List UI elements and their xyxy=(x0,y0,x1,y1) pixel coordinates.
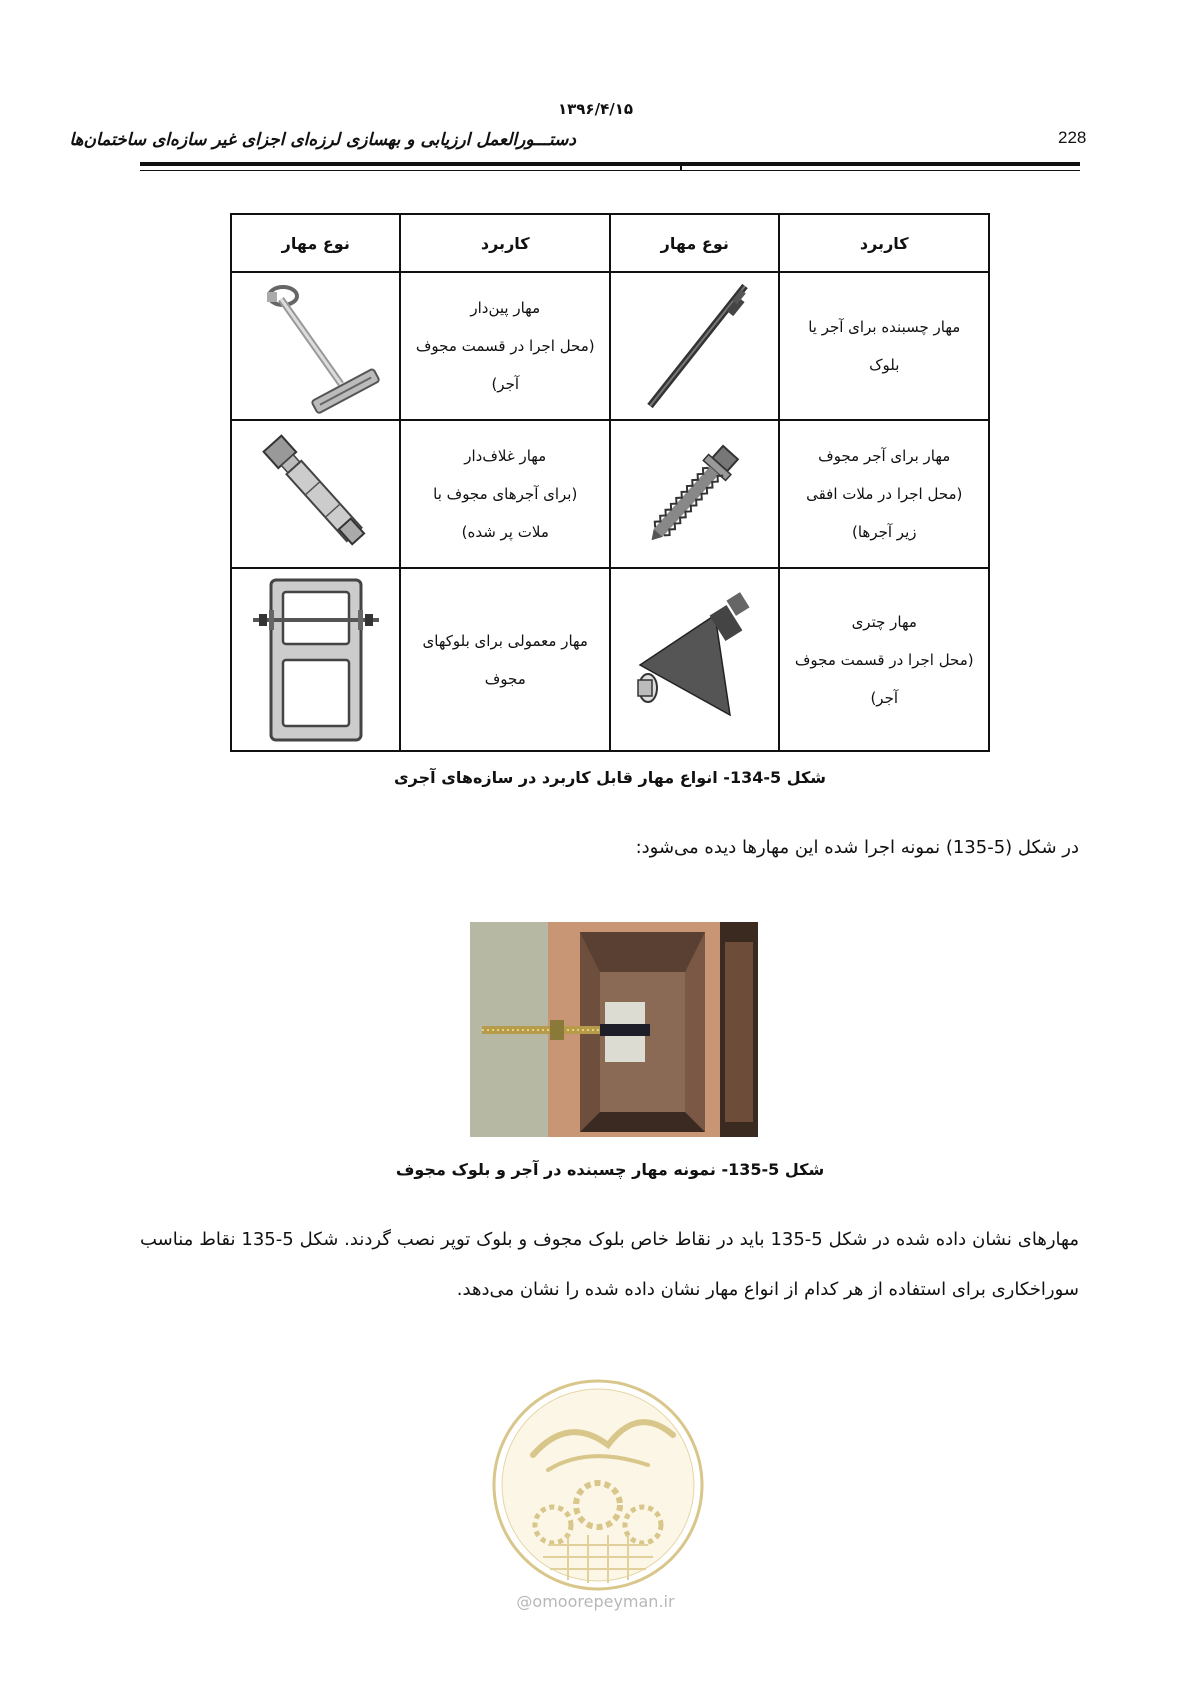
usage-cell xyxy=(400,420,610,568)
toggle-bolt-icon xyxy=(231,272,400,420)
page-number: 228 xyxy=(1058,128,1087,147)
table-row xyxy=(231,272,989,420)
watermark-seal-logo xyxy=(488,1375,708,1595)
intro-paragraph: در شکل (5-135) نمونه اجرا شده این مهارها دیده می‌شود: xyxy=(635,837,1079,858)
header-anchor-type-left: نوع مهار xyxy=(231,214,400,272)
usage-line: مهار چتری xyxy=(851,612,917,631)
header-rule-tick xyxy=(680,162,682,171)
table-header-row xyxy=(231,214,989,272)
sleeve-anchor-icon xyxy=(231,420,400,568)
header-rule xyxy=(140,162,1080,166)
document-date: ۱۳۹۶/۴/۱۵ xyxy=(557,100,634,118)
figure-caption-134: شکل 5-134- انواع مهار قابل کاربرد در سازه‌های آجری xyxy=(393,768,827,787)
watermark-website: @omoorepeyman.ir xyxy=(516,1592,675,1611)
usage-line: (محل اجرا در قسمت مجوف xyxy=(415,337,595,355)
usage-cell xyxy=(779,272,989,420)
body-paragraph: مهارهای نشان داده شده در شکل 5-135 باید در نقاط خاص بلوک مجوف و بلوک توپر نصب گردند. شکل 5-135 نقاط مناسب سوراخکاری برای استفاده از هر کدام از انواع مهار نشان داده شده را نشان می‌دهد. xyxy=(140,1229,1079,1300)
usage-cell xyxy=(779,420,989,568)
usage-line: آجر) xyxy=(491,375,520,393)
hollow-block-anchor-icon xyxy=(231,568,400,751)
usage-line: آجر) xyxy=(870,688,899,707)
usage-line: مهار برای آجر مجوف xyxy=(818,447,951,465)
header-anchor-type-right: نوع مهار xyxy=(610,214,779,272)
usage-line: مجوف xyxy=(484,669,526,688)
usage-line: (محل اجرا در قسمت مجوف xyxy=(794,650,974,669)
anchor-types-table xyxy=(230,213,990,752)
hollow-brick-anchor-photo xyxy=(470,922,758,1137)
usage-line: زیر آجرها) xyxy=(851,523,917,541)
running-header-title: دستـــورالعمل ارزیابی و بهسازی لرزه‌ای اجزای غیر سازه‌ای ساختمان‌ها xyxy=(69,130,576,150)
figure-caption-135: شکل 5-135- نمونه مهار چسبنده در آجر و بلوک مجوف xyxy=(395,1160,825,1179)
umbrella-anchor-icon xyxy=(610,568,779,751)
table-row xyxy=(231,568,989,751)
header-rule-thin xyxy=(140,170,1080,171)
usage-line: بلوک xyxy=(869,356,900,374)
usage-line: مهار چسبنده برای آجر یا xyxy=(808,318,961,336)
usage-cell xyxy=(400,272,610,420)
header-usage-right: کاربرد xyxy=(779,214,989,272)
usage-line: (محل اجرا در ملات افقی xyxy=(806,485,963,503)
threaded-rod-icon xyxy=(610,272,779,420)
usage-line: مهار پین‌دار xyxy=(470,299,541,317)
usage-line: ملات پر شده) xyxy=(461,523,549,541)
table-row xyxy=(231,420,989,568)
usage-line: (برای آجرهای مجوف با xyxy=(433,485,578,503)
usage-line: مهار غلاف‌دار xyxy=(464,447,547,465)
usage-line: مهار معمولی برای بلوکهای xyxy=(422,631,588,650)
usage-cell xyxy=(400,568,610,751)
screw-anchor-icon xyxy=(610,420,779,568)
header-usage-left: کاربرد xyxy=(400,214,610,272)
usage-cell xyxy=(779,568,989,751)
